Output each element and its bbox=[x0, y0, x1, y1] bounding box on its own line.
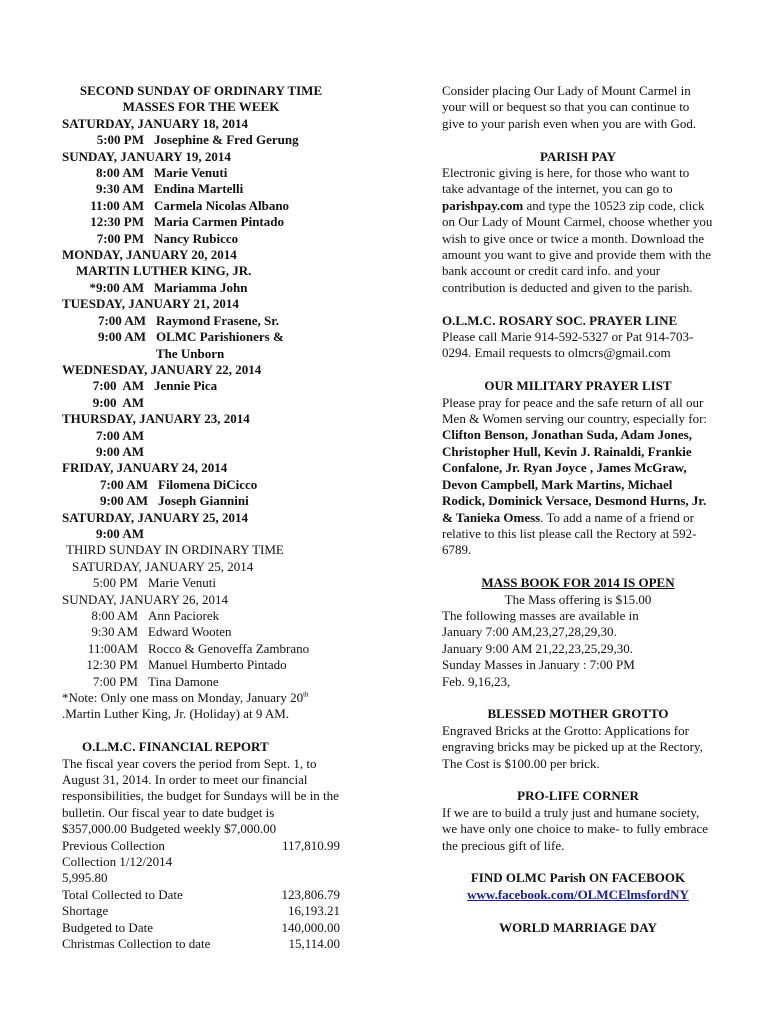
mass-row bbox=[62, 214, 340, 230]
mass-intention: Marie Venuti bbox=[154, 165, 228, 181]
mass-row bbox=[62, 165, 340, 181]
mass-time: *9:00 AM bbox=[89, 279, 144, 295]
mass-list bbox=[62, 280, 340, 296]
holiday-label: MARTIN LUTHER KING, JR. bbox=[76, 263, 252, 279]
mass-row bbox=[62, 493, 340, 509]
facebook-title: FIND OLMC Parish ON FACEBOOK bbox=[470, 870, 686, 886]
mass-list bbox=[62, 132, 340, 148]
day-heading: THURSDAY, JANUARY 23, 2014 bbox=[62, 411, 250, 427]
mass-time: 11:00AM bbox=[87, 640, 138, 656]
financial-row: Shortage 16,193.21 bbox=[62, 903, 340, 919]
mass-book-line: The following masses are available in bbox=[442, 607, 639, 623]
mass-time: 7:00 AM bbox=[97, 312, 146, 328]
mass-book-lines bbox=[442, 592, 714, 690]
right-column bbox=[442, 83, 714, 936]
world-marriage-day-title: WORLD MARRIAGE DAY bbox=[499, 919, 657, 935]
mass-time bbox=[62, 346, 156, 362]
week-heading: SECOND SUNDAY OF ORDINARY TIME bbox=[79, 83, 323, 98]
day-heading: SUNDAY, JANUARY 19, 2014 bbox=[62, 148, 231, 164]
mass-list bbox=[62, 526, 340, 542]
mass-time: 9:00 AM bbox=[97, 329, 146, 345]
pro-life-title: PRO-LIFE CORNER bbox=[517, 788, 639, 804]
financial-report-text: The fiscal year covers the period from Sept. 1, to August 31, 2014. In order to meet our financial responsibilities, the budget for Sundays will be in the bulletin. Our fiscal year to date budget is $357,000.00 Budgeted weekly $7,000.00 bbox=[62, 755, 339, 837]
mass-time: 7:00 AM bbox=[99, 476, 148, 492]
mass-row bbox=[62, 526, 340, 542]
financial-table bbox=[62, 887, 340, 953]
mass-book-line: Feb. 9,16,23, bbox=[442, 673, 511, 689]
financial-label: Collection 1/12/2014 bbox=[62, 854, 173, 870]
day-heading: FRIDAY, JANUARY 24, 2014 bbox=[62, 460, 228, 476]
mass-time: 9:30 AM bbox=[91, 624, 138, 640]
week-heading: THIRD SUNDAY IN ORDINARY TIME bbox=[66, 542, 284, 558]
parish-pay-text: Electronic giving is here, for those who want to take advantage of the internet, you can go to parishpay.com and type the 10523 zip code, click on Our Lady of Mount Carmel, choose whether you wish to give once or twice a month. Download the amount you want to give and provide them with the bank account or credit card info. and your contribution is deducted and given to the parish. bbox=[442, 165, 713, 295]
mass-row bbox=[62, 313, 340, 329]
mass-row bbox=[62, 477, 340, 493]
mass-time: 5:00 PM bbox=[96, 132, 144, 148]
mass-intention: Marie Venuti bbox=[148, 575, 216, 591]
holiday-note-cont: .Martin Luther King, Jr. (Holiday) at 9 AM. bbox=[62, 706, 290, 722]
week-subheading: MASSES FOR THE WEEK bbox=[122, 99, 280, 115]
mass-row bbox=[62, 674, 340, 690]
military-names: Clifton Benson, Jonathan Suda, Adam Jones, Christopher Hull, Kevin J. Rainaldi, Frankie Confalone, Jr. Ryan Joyce , James McGraw, Devon Campbell, Mark Martins, Michael Rodick, Dominick Versace, Desmond Hurns, Jr. & Tanieka Omess bbox=[442, 427, 707, 525]
mass-time: 12:30 PM bbox=[90, 214, 144, 230]
mass-book-line: The Mass offering is $15.00 bbox=[504, 591, 652, 607]
financial-report-title: O.L.M.C. FINANCIAL REPORT bbox=[82, 739, 269, 755]
mass-intention: Carmela Nicolas Albano bbox=[154, 197, 290, 213]
mass-row bbox=[62, 346, 340, 362]
mass-time: 8:00 AM bbox=[95, 165, 144, 181]
financial-row: Total Collected to Date 123,806.79 bbox=[62, 886, 340, 902]
mass-list bbox=[62, 165, 340, 247]
mass-intention: Jennie Pica bbox=[154, 378, 218, 394]
mass-row bbox=[62, 608, 340, 624]
mass-time: 9:00 AM bbox=[92, 394, 144, 410]
mass-list bbox=[62, 313, 340, 362]
mass-list bbox=[62, 575, 340, 591]
mass-book-line: January 7:00 AM,23,27,28,29,30. bbox=[442, 624, 617, 640]
mass-row bbox=[62, 395, 340, 411]
financial-row: Christmas Collection to date 15,114.00 bbox=[62, 936, 340, 952]
mass-time: 9:00 AM bbox=[95, 443, 144, 459]
mass-row bbox=[62, 575, 340, 591]
mass-time: 9:30 AM bbox=[95, 181, 144, 197]
mass-time: 8:00 AM bbox=[91, 608, 138, 623]
mass-row bbox=[62, 378, 340, 394]
pro-life-text: If we are to build a truly just and humane society, we have only one choice to make- to fully embrace the precious gift of life. bbox=[442, 804, 709, 853]
mass-intention: Endina Martelli bbox=[154, 181, 244, 197]
mass-intention: Joseph Giannini bbox=[158, 493, 249, 509]
mass-intention: Nancy Rubicco bbox=[154, 230, 239, 246]
mass-intention: Edward Wooten bbox=[148, 624, 232, 640]
financial-value: 5,995.80 bbox=[62, 870, 108, 886]
day-heading: WEDNESDAY, JANUARY 22, 2014 bbox=[62, 361, 262, 377]
mass-time: 9:00 AM bbox=[95, 525, 144, 541]
mass-time: 7:00 AM bbox=[95, 427, 144, 443]
rosary-title: O.L.M.C. ROSARY SOC. PRAYER LINE bbox=[442, 312, 678, 328]
mass-time: 7:00 PM bbox=[96, 230, 144, 246]
mass-intention: Josephine & Fred Gerung bbox=[154, 132, 299, 148]
mass-intention: Ann Paciorek bbox=[148, 608, 220, 623]
mass-intention: Maria Carmen Pintado bbox=[154, 214, 284, 230]
mass-time: 12:30 PM bbox=[86, 657, 138, 673]
military-list-text: Please pray for peace and the safe return of all our Men & Women serving our country, especially for: Clifton Benson, Jonathan Suda, Adam Jones, Christopher Hull, Kevin J. Rainaldi, Frankie Confalone, Jr. Ryan Joyce , James McGraw, Devon Campbell, Mark Martins, Michael Rodick, Dominick Versace, Desmond Hurns, Jr. & Tanieka Omess. To add a name of a friend or relative to this list please call the Rectory at 592-6789. bbox=[442, 394, 708, 558]
mass-intention: Raymond Frasene, Sr. bbox=[156, 312, 280, 328]
grotto-title: BLESSED MOTHER GROTTO bbox=[487, 706, 669, 722]
financial-row: Previous Collection 117,810.99 bbox=[62, 837, 340, 853]
bequest-text: Consider placing Our Lady of Mount Carmel in your will or bequest so that you can continue to give to your parish even when you are with God. bbox=[442, 83, 697, 131]
mass-intention: Manuel Humberto Pintado bbox=[148, 657, 287, 673]
mass-list bbox=[62, 378, 340, 411]
mass-row bbox=[62, 132, 340, 148]
mass-time: 11:00 AM bbox=[90, 197, 144, 213]
mass-intention: Filomena DiCicco bbox=[158, 476, 258, 492]
mass-row bbox=[62, 181, 340, 197]
left-column bbox=[62, 83, 340, 953]
day-heading: MONDAY, JANUARY 20, 2014 bbox=[62, 247, 237, 263]
mass-time: 7:00 PM bbox=[92, 673, 138, 689]
mass-intention: OLMC Parishioners & bbox=[156, 329, 284, 345]
mass-row bbox=[62, 444, 340, 460]
mass-row bbox=[62, 657, 340, 673]
mass-row bbox=[62, 428, 340, 444]
mass-row bbox=[62, 198, 340, 214]
military-list-title: OUR MILITARY PRAYER LIST bbox=[484, 378, 672, 394]
day-heading: SATURDAY, JANUARY 25, 2014 bbox=[62, 509, 249, 525]
parish-pay-site: parishpay.com bbox=[442, 197, 524, 213]
mass-book-line: Sunday Masses in January : 7:00 PM bbox=[442, 657, 635, 673]
mass-row bbox=[62, 329, 340, 345]
mass-time: 9:00 AM bbox=[99, 493, 148, 509]
mass-intention: The Unborn bbox=[156, 345, 225, 361]
mass-list bbox=[62, 477, 340, 510]
parish-pay-title: PARISH PAY bbox=[540, 148, 616, 164]
holiday-note: *Note: Only one mass on Monday, January 20th bbox=[62, 690, 309, 706]
mass-book-line: January 9:00 AM 21,22,23,25,29,30. bbox=[442, 640, 634, 656]
mass-row bbox=[62, 280, 340, 296]
mass-intention: Tina Damone bbox=[148, 673, 219, 689]
mass-intention: Mariamma John bbox=[154, 279, 248, 295]
day-heading: SATURDAY, JANUARY 18, 2014 bbox=[62, 115, 249, 131]
facebook-link[interactable]: www.facebook.com/OLMCElmsfordNY bbox=[467, 886, 689, 902]
day-heading: TUESDAY, JANUARY 21, 2014 bbox=[62, 296, 239, 312]
mass-row bbox=[62, 231, 340, 247]
day-heading: SATURDAY, JANUARY 25, 2014 bbox=[72, 558, 254, 574]
financial-row: Budgeted to Date 140,000.00 bbox=[62, 919, 340, 935]
mass-time: 7:00 AM bbox=[92, 378, 144, 394]
mass-row bbox=[62, 624, 340, 640]
rosary-text: Please call Marie 914-592-5327 or Pat 914-703-0294. Email requests to olmcrs@gmail.com bbox=[442, 329, 694, 361]
mass-list bbox=[62, 428, 340, 461]
mass-book-title: MASS BOOK FOR 2014 IS OPEN bbox=[481, 575, 675, 591]
mass-row bbox=[62, 641, 340, 657]
grotto-text: Engraved Bricks at the Grotto: Applications for engraving bricks may be picked up at the Rectory, The Cost is $100.00 per brick. bbox=[442, 722, 703, 771]
mass-intention: Rocco & Genoveffa Zambrano bbox=[148, 640, 310, 656]
mass-list bbox=[62, 608, 340, 690]
mass-time: 5:00 PM bbox=[92, 575, 138, 591]
day-heading: SUNDAY, JANUARY 26, 2014 bbox=[62, 591, 229, 607]
